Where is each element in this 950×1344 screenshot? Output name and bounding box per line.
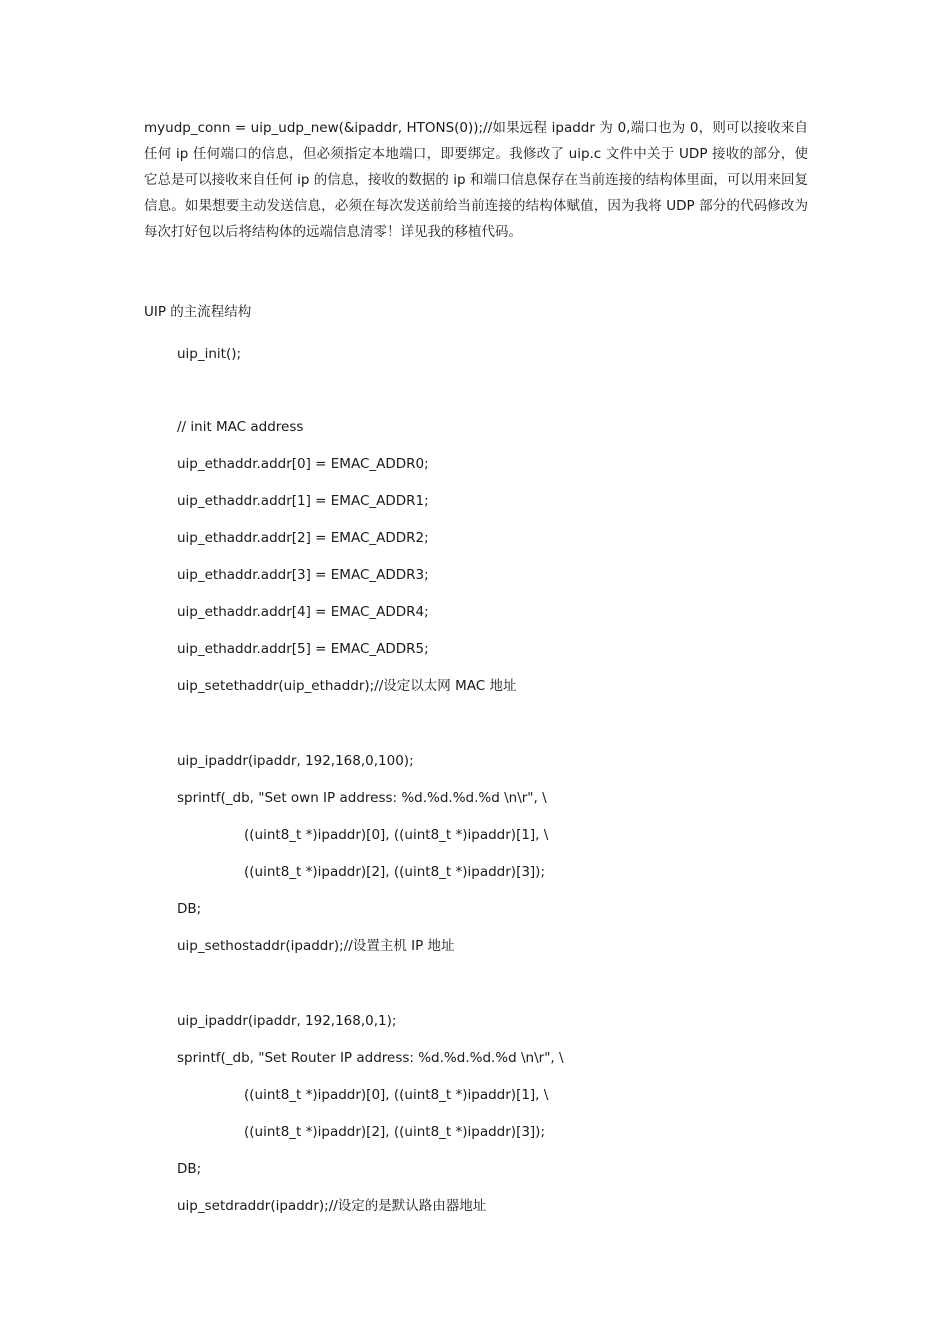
code-line: ((uint8_t *)ipaddr)[0], ((uint8_t *)ipaddr)[1], \ xyxy=(244,827,549,843)
code-line: ((uint8_t *)ipaddr)[2], ((uint8_t *)ipaddr)[3]); xyxy=(244,1124,546,1140)
code-line: DB; xyxy=(177,1161,202,1177)
section-heading: UIP 的主流程结构 xyxy=(144,304,252,320)
code-line: uip_ipaddr(ipaddr, 192,168,0,100); xyxy=(177,753,414,769)
code-line: uip_ethaddr.addr[0] = EMAC_ADDR0; xyxy=(177,456,429,472)
code-line: sprintf(_db, "Set Router IP address: %d.%d.%d.%d \n\r", \ xyxy=(177,1050,564,1066)
code-line: uip_ethaddr.addr[3] = EMAC_ADDR3; xyxy=(177,567,429,583)
code-line: ((uint8_t *)ipaddr)[2], ((uint8_t *)ipaddr)[3]); xyxy=(244,864,546,880)
code-line: uip_ethaddr.addr[4] = EMAC_ADDR4; xyxy=(177,604,429,620)
code-line: uip_setethaddr(uip_ethaddr);//设定以太网 MAC 地址 xyxy=(177,678,517,694)
code-line: sprintf(_db, "Set own IP address: %d.%d.%d.%d \n\r", \ xyxy=(177,790,547,806)
code-line: uip_ethaddr.addr[2] = EMAC_ADDR2; xyxy=(177,530,429,546)
code-line: uip_init(); xyxy=(177,346,242,362)
intro-paragraph: myudp_conn = uip_udp_new(&ipaddr, HTONS(0));//如果远程 ipaddr 为 0,端口也为 0，则可以接收来自任何 ip 任何端口的信息，但必须指定本地端口，即要绑定。我修改了 uip.c 文件中关于 UDP 接收的部分，使它总是可以接收来自任何 ip 的信息，接收的数据的 ip 和端口信息保存在当前连接的结构体里面，可以用来回复信息。如果想要主动发送信息，必须在每次发送前给当前连接的结构体赋值，因为我将 UDP 部分的代码修改为每次打好包以后将结构体的远端信息清零！详见我的移植代码。 xyxy=(144,120,808,240)
code-line: uip_sethostaddr(ipaddr);//设置主机 IP 地址 xyxy=(177,938,455,954)
code-line: uip_setdraddr(ipaddr);//设定的是默认路由器地址 xyxy=(177,1198,487,1214)
code-line: uip_ethaddr.addr[5] = EMAC_ADDR5; xyxy=(177,641,429,657)
code-line: uip_ethaddr.addr[1] = EMAC_ADDR1; xyxy=(177,493,429,509)
code-line: ((uint8_t *)ipaddr)[0], ((uint8_t *)ipaddr)[1], \ xyxy=(244,1087,549,1103)
code-line: DB; xyxy=(177,901,202,917)
code-line: // init MAC address xyxy=(177,419,304,435)
code-line: uip_ipaddr(ipaddr, 192,168,0,1); xyxy=(177,1013,397,1029)
